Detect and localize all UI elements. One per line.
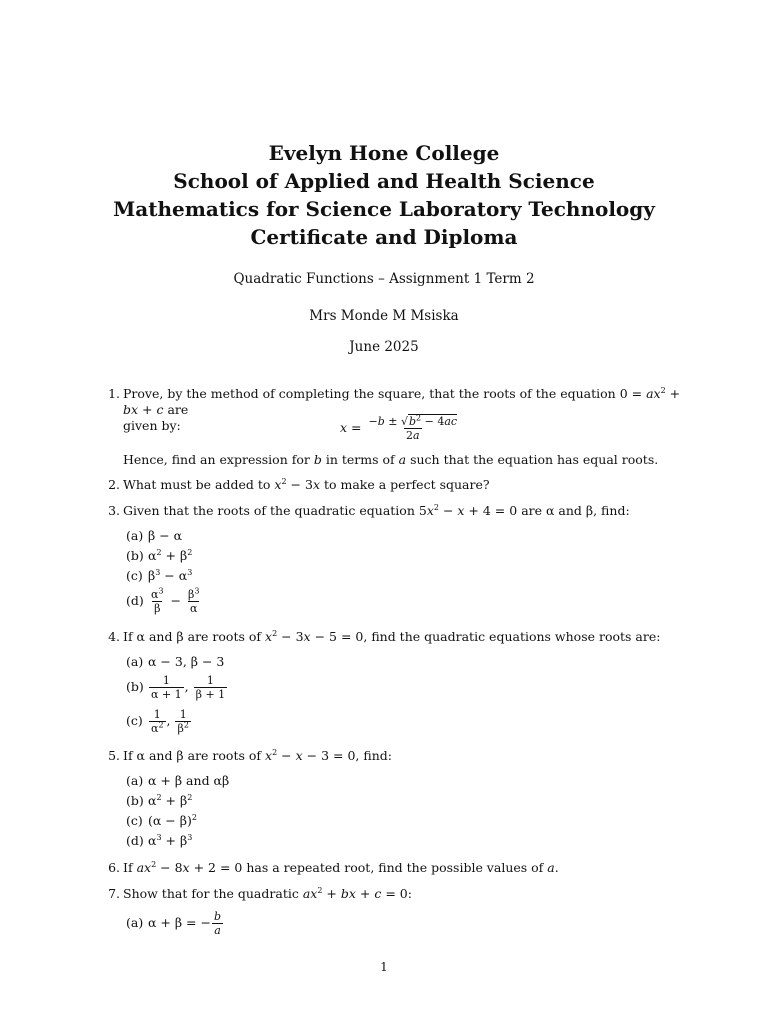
list-item: (d) $\frac{\alpha^3}{\beta}$ − $\frac{\beta^3}{\alpha}$ — [126, 586, 200, 615]
title-line-school: School of Applied and Health Science — [173, 169, 595, 193]
assignment-subtitle: Quadratic Functions – Assignment 1 Term 2 — [233, 271, 535, 287]
list-item: (c) $\frac{1}{\alpha^2}$ , $\frac{1}{\beta^2}$ — [126, 708, 189, 735]
question-text: Prove, by the method of completing the square, that the roots of the equation — [123, 386, 616, 401]
list-item: (b) $\alpha^2 + \beta^2$ — [126, 547, 193, 563]
document-title — [0, 139, 768, 251]
title-line-level: Certificate and Diploma — [250, 225, 518, 249]
document-date: June 2025 — [349, 339, 419, 355]
title-line-course: Mathematics for Science Laboratory Technology — [113, 197, 655, 221]
list-item: (a) α + β = − $\frac{b}{a}$ — [126, 910, 222, 937]
question-text: given by: — [123, 418, 181, 433]
page-number: 1 — [380, 960, 388, 974]
title-line-college: Evelyn Hone College — [268, 141, 500, 165]
list-item: (a) β − α — [126, 528, 183, 543]
quadratic-formula: x = $\frac{-b \pm √b^2 - 4ac}{2a}$ — [340, 413, 458, 442]
list-item: (a) α + β and αβ — [126, 773, 230, 788]
list-item: (d) $\alpha^3 + \beta^3$ — [126, 832, 193, 848]
document-page: Evelyn Hone College School of Applied and Health Science Mathematics for Science Laboratory Technology Certificate and Diploma Quadratic Functions – Assignment 1 Term 2 Mrs Monde M Msiska June 2025 1. Prove, by the method of completing the square, that the roots of the equation $0 = ax^2$ + bx + c are given by: x = $\frac{-b \pm √b^2 - 4ac}{2a}$ Hence, find an expression for b in terms of a such that the equation has equal roots. 2. What must be added to $x^2 - 3x$ to make a perfect square? 3. Given that the roots of the quadratic equation $5x^2 - x + 4 = 0$ are α and β, find: (a) β − α (b) $\alpha^2 + \beta^2$ (c) $\beta^3 - \alpha^3$ (d) $\frac{\alpha^3}{\beta}$ − $\frac{\beta^3}{\alpha}$ 4. If α and β are roots of $x^2 - 3x - 5 = 0$, find the quadratic equations whose roots are: (a) α − 3, β − 3 (b) $\frac{1}{\alpha + 1}$ , $\frac{1}{\beta + 1}$ (c) $\frac{1}{\alpha^2}$ , $\frac{1}{\beta^2}$ 5. If α and β are roots of $x^2 - x - 3 = 0$, find: (a) α + β and αβ (b) $\alpha^2 + \beta^2$ (c) $(\alpha - \beta)^2$ (d) $\alpha^3 + \beta^3$ 6. If $ax^2 - 8x + 2 = 0$ has a repeated root, find the possible values of a. 7. Show that for the quadratic $ax^2$ + bx + c = 0: (a) α + β = − $\frac{b}{a}$ 1 — [0, 0, 768, 1024]
list-item: (c) $(\alpha - \beta)^2$ — [126, 812, 197, 828]
list-item: (a) α − 3, β − 3 — [126, 654, 225, 669]
list-item: (c) $\beta^3 - \alpha^3$ — [126, 567, 193, 583]
author-name: Mrs Monde M Msiska — [309, 308, 459, 324]
question-number: 1. — [108, 386, 120, 401]
list-item: (b) $\frac{1}{\alpha + 1}$ , $\frac{1}{\beta + 1}$ — [126, 674, 226, 701]
list-item: (b) $\alpha^2 + \beta^2$ — [126, 792, 193, 808]
